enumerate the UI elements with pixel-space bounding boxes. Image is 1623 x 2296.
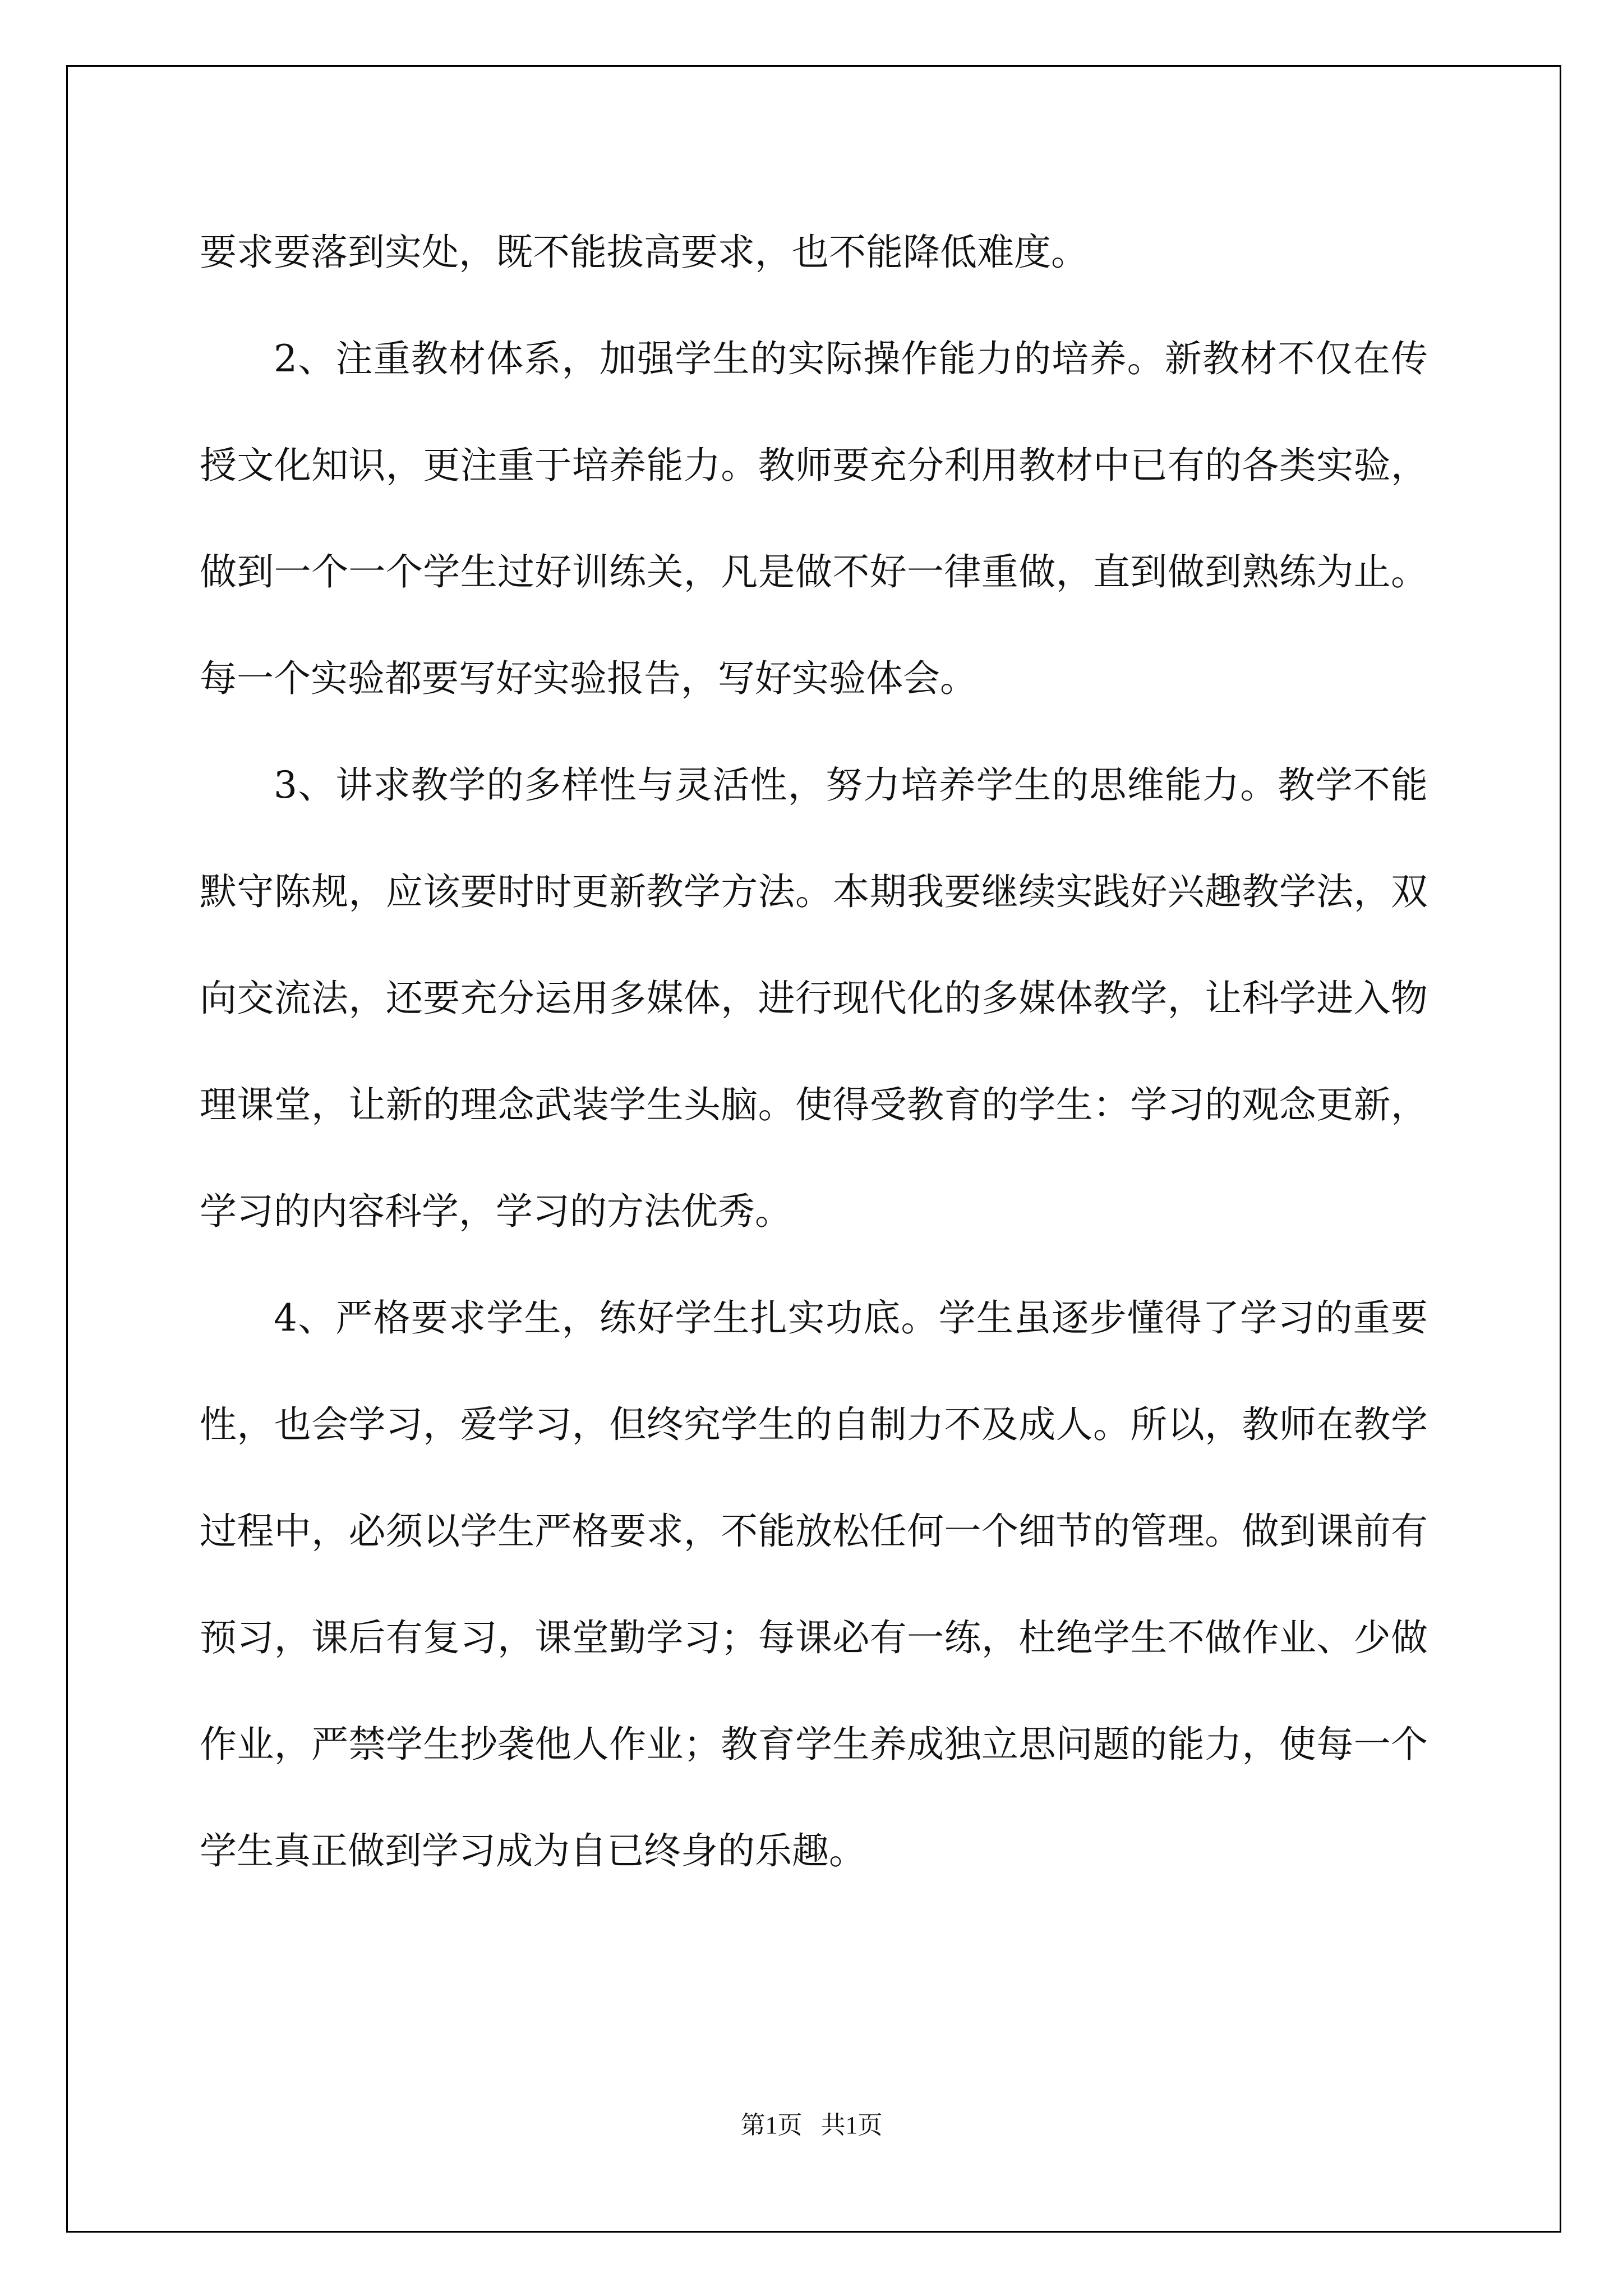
- paragraph-3: 3、讲求教学的多样性与灵活性，努力培养学生的思维能力。教学不能默守陈规，应该要时时更新教学方法。本期我要继续实践好兴趣教学法，双向交流法，还要充分运用多媒体，进行现代化的多媒体教学，让科学进入物理课堂，让新的理念武装学生头脑。使得受教育的学生：学习的观念更新，学习的内容科学，学习的方法优秀。: [200, 763, 1428, 1233]
- document-body: [200, 199, 1428, 1904]
- paragraph-continuation: 要求要落到实处，既不能拔高要求，也不能降低难度。: [200, 231, 1088, 274]
- paragraph-4: 4、严格要求学生，练好学生扎实功底。学生虽逐步懂得了学习的重要性，也会学习，爱学习，但终究学生的自制力不及成人。所以，教师在教学过程中，必须以学生严格要求，不能放松任何一个细节的管理。做到课前有预习，课后有复习，课堂勤学习；每课必有一练，杜绝学生不做作业、少做作业，严禁学生抄袭他人作业；教育学生养成独立思问题的能力，使每一个学生真正做到学习成为自已终身的乐趣。: [200, 1296, 1428, 1872]
- page-number-footer: 第1页 共1页: [740, 2111, 883, 2139]
- paragraph-2: 2、注重教材体系，加强学生的实际操作能力的培养。新教材不仅在传授文化知识，更注重于培养能力。教师要充分利用教材中已有的各类实验，做到一个一个学生过好训练关，凡是做不好一律重做，直到做到熟练为止。每一个实验都要写好实验报告，写好实验体会。: [200, 337, 1428, 700]
